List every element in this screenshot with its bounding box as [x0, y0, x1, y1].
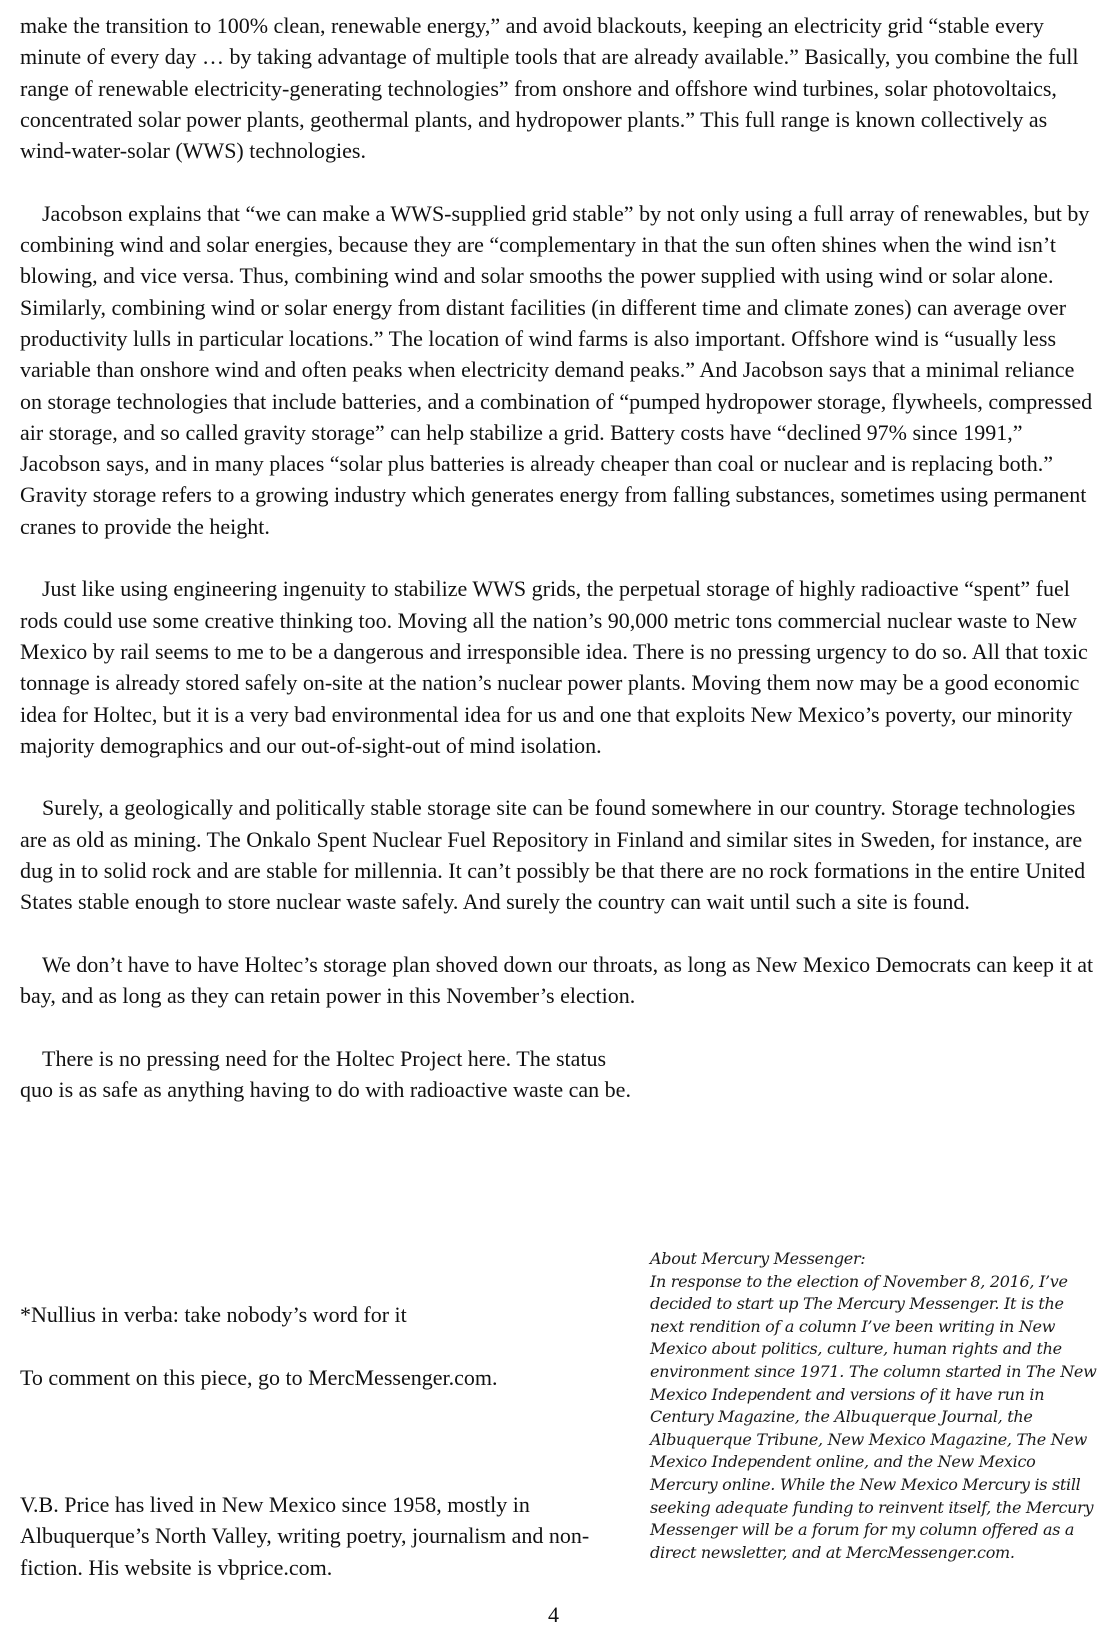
- sidebar-body: In response to the election of November 8, 2016, I’ve decided to start up The Mercury Messenger. It is the next rendition of a column I’ve been writing in New Mexico about politics, culture, human rights and the environment since 1971. The column started in The New Mexico Independent and versions of it have run in Century Magazine, the Albuquerque Journal, the Albuquerque Tribune, New Mexico Magazine, The New Mexico Independent online, and the New Mexico Mercury online. While the New Mexico Mercury is still seeking adequate funding to reinvent itself, the Mercury Messenger will be a forum for my column offered as a direct newsletter, and at MercMessenger.com.: [650, 1271, 1097, 1562]
- article-paragraph: make the transition to 100% clean, renewable energy,” and avoid blackouts, keeping an electricity grid “stable every minute of every day … by taking advantage of multiple tools that are already available.” Basically, you combine the full range of renewable electricity-generating technologies” from onshore and offshore wind turbines, solar photovoltaics, concentrated solar power plants, geothermal plants, and hydropower plants.” This full range is known collectively as wind-water-solar (WWS) technologies.: [20, 13, 1079, 164]
- article-body: [20, 10, 1095, 1137]
- footnote: *Nullius in verba: take nobody’s word for it: [20, 1302, 407, 1327]
- article-paragraph: Jacobson explains that “we can make a WWS-supplied grid stable” by not only using a full array of renewables, but by combining wind and solar energies, because they are “complementary in that the sun often shines when the wind isn’t blowing, and vice versa. Thus, combining wind and solar smooths the power supplied with using wind or solar alone. Similarly, combining wind or solar energy from distant facilities (in different time and climate zones) can average over productivity lulls in particular locations.” The location of wind farms is also important. Offshore wind is “usually less variable than onshore wind and often peaks when electricity demand peaks.” And Jacobson says that a minimal reliance on storage technologies that include batteries, and a combination of “pumped hydropower storage, flywheels, compressed air storage, and so called gravity storage” can help stabilize a grid. Battery costs have “declined 97% since 1991,” Jacobson says, and in many places “solar plus batteries is already cheaper than coal or nuclear and is replacing both.” Gravity storage refers to a growing industry which generates energy from falling substances, sometimes using permanent cranes to provide the height.: [20, 200, 1093, 539]
- author-bio: V.B. Price has lived in New Mexico since 1958, mostly in Albuquerque’s North Valley, writing poetry, journalism and non-fiction. His website is vbprice.com.: [20, 1492, 590, 1580]
- about-sidebar: [650, 1248, 1100, 1564]
- page-number: 4: [548, 1602, 559, 1627]
- article-paragraph: Just like using engineering ingenuity to stabilize WWS grids, the perpetual storage of highly radioactive “spent” fuel rods could use some creative thinking too. Moving all the nation’s 90,000 metric tons commercial nuclear waste to New Mexico by rail seems to me to be a dangerous and irresponsible idea. There is no pressing urgency to do so. All that toxic tonnage is already stored safely on-site at the nation’s nuclear power plants. Moving them now may be a good economic idea for Holtec, but it is a very bad environmental idea for us and one that exploits New Mexico’s poverty, our minority majority demographics and our out-of-sight-out of mind isolation.: [20, 576, 1088, 758]
- article-paragraph: We don’t have to have Holtec’s storage plan shoved down our throats, as long as New Mexico Democrats can keep it at bay, and as long as they can retain power in this November’s election.: [20, 951, 1094, 1009]
- sidebar-heading: About Mercury Messenger:: [650, 1249, 866, 1268]
- article-paragraph: There is no pressing need for the Holtec Project here. The status quo is as safe as anything having to do with radioactive waste can be.: [20, 1045, 631, 1103]
- article-paragraph: Surely, a geologically and politically stable storage site can be found somewhere in our country. Storage technologies are as old as mining. The Onkalo Spent Nuclear Fuel Repository in Finland and similar sites in Sweden, for instance, are dug in to solid rock and are stable for millennia. It can’t possibly be that there are no rock formations in the entire United States stable enough to store nuclear waste safely. And surely the country can wait until such a site is found.: [20, 795, 1086, 915]
- comment-note: To comment on this piece, go to MercMessenger.com.: [20, 1365, 498, 1390]
